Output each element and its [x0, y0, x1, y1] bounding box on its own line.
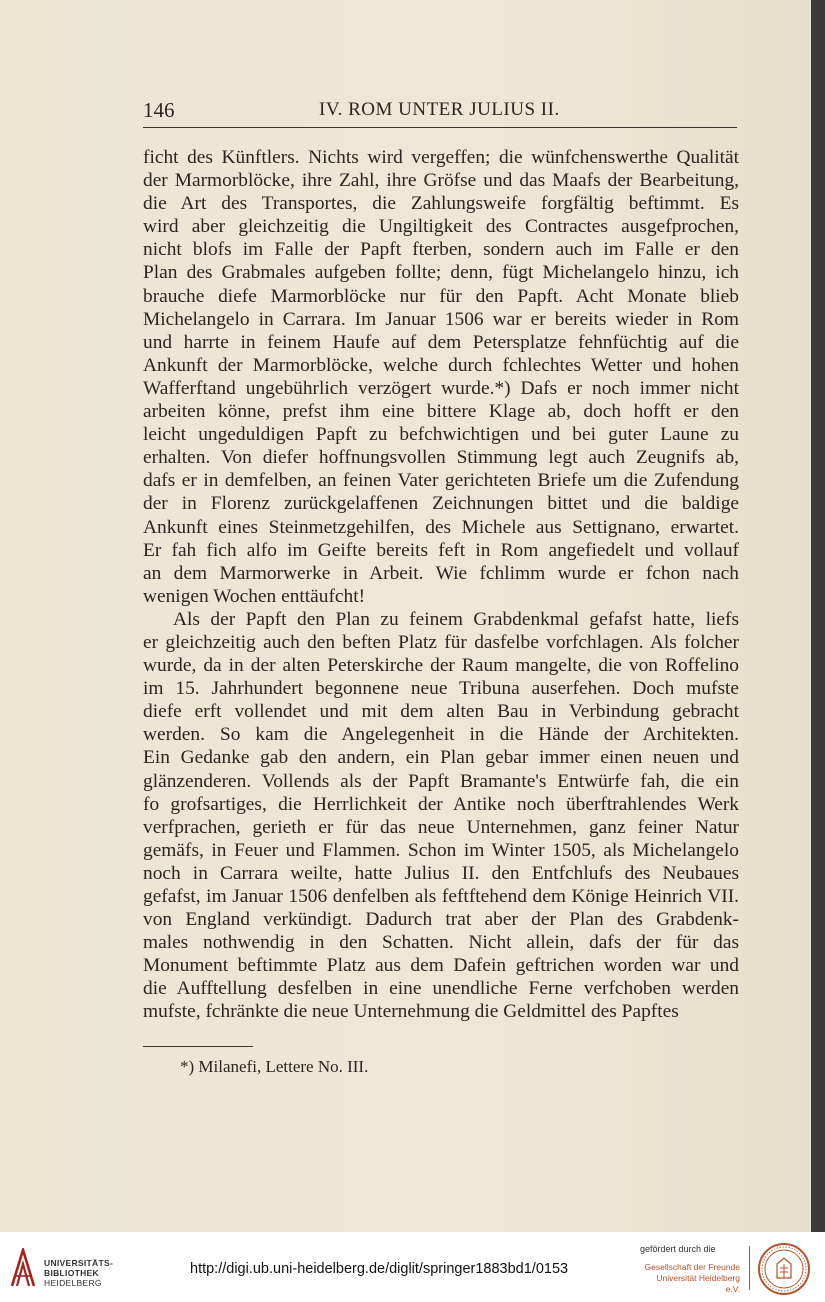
text-line: Als der Papft den Plan zu feinem Grabdenkmal gefafst hatte, liefs: [173, 608, 739, 630]
text-line: leicht ungeduldigen Papft zu befchwichtigen und bei guter Laune zu: [143, 424, 739, 446]
text-line: Monument beftimmte Platz aus dem Dafein geftrichen worden war und: [143, 955, 739, 977]
text-line: verfprachen, gerieth er für das neue Unternehmen, ganz feiner Natur: [143, 816, 739, 838]
text-line: Plan des Grabmales aufgeben follte; denn, fügt Michelangelo hinzu, ich: [143, 262, 739, 284]
library-name-line-1: UNIVERSITÄTS-: [44, 1258, 114, 1268]
text-line: arbeiten könne, prefst ihm eine bittere Klage ab, doch hofft er den: [143, 401, 739, 423]
text-line: wenigen Wochen enttäufcht!: [143, 585, 366, 607]
running-head: [143, 98, 737, 126]
text-line: noch in Carrara weilte, hatte Julius II. den Entfchlufs des Neubaues: [143, 862, 739, 884]
university-library-logo-icon[interactable]: [10, 1248, 36, 1288]
funded-by-label: gefördert durch die: [640, 1244, 716, 1254]
text-line: erhalten. Von diefer hoffnungsvollen Stimmung legt auch Zeugnifs ab,: [143, 447, 739, 469]
text-line: dafs er in demfelben, an feinen Vater gerichteten Briefe um die Zufendung: [143, 470, 739, 492]
library-name-line-3: HEIDELBERG: [44, 1278, 102, 1288]
text-line: Ein Gedanke gab den andern, ein Plan gebar immer einen neuen und: [143, 747, 739, 769]
text-line: die Aufftellung desfelben in eine unendliche Ferne verfchoben werden: [143, 978, 739, 1000]
text-line: von England verkündigt. Dadurch trat aber der Plan des Grabdenk-: [143, 909, 739, 931]
permalink-url[interactable]: http://digi.ub.uni-heidelberg.de/diglit/springer1883bd1/0153: [190, 1261, 569, 1277]
text-line: gefafst, im Januar 1506 denfelben als feftftehend dem Könige Heinrich VII.: [143, 886, 739, 907]
text-line: Wafferftand ungebührlich verzögert wurde.*) Dafs er noch immer nicht: [143, 377, 739, 399]
page-number: 146: [143, 98, 175, 122]
society-name-line-1: Gesellschaft der Freunde: [644, 1262, 740, 1272]
text-line: der in Florenz zurückgelaffenen Zeichnungen bittet und die baldige: [143, 493, 739, 515]
text-line: an dem Marmorwerke in Arbeit. Wie fchlimm wurde er fchon nach: [143, 562, 739, 584]
text-line: Ankunft eines Steinmetzgehilfen, des Michele aus Settignano, erwartet.: [143, 516, 739, 538]
text-line: der Marmorblöcke, ihre Zahl, ihre Gröfse und das Maafs der Bearbeitung,: [143, 170, 739, 192]
footnote-rule: [143, 1046, 253, 1047]
text-line: gemäfs, in Feuer und Flammen. Schon im Winter 1505, als Michelangelo: [143, 839, 739, 861]
text-line: Ankunft der Marmorblöcke, welche durch fchlechtes Wetter und hohen: [143, 354, 739, 376]
text-line: die Art des Transportes, die Zahlungsweife forgfältig beftimmt. Es: [143, 193, 739, 215]
university-library-name[interactable]: [44, 1258, 113, 1288]
viewer-footer: [0, 1232, 825, 1302]
body-text: [143, 146, 739, 1024]
text-line: diefe erft vollendet und mit dem alten Bau in Verbindung gebracht: [143, 701, 739, 723]
university-seal-icon[interactable]: [757, 1242, 811, 1296]
text-line: males nothwendig in den Schatten. Nicht allein, dafs der für das: [143, 932, 739, 954]
text-line: Michelangelo in Carrara. Im Januar 1506 war er bereits wieder in Rom: [143, 308, 739, 330]
text-line: Er fah fich alfo im Geifte bereits feft in Rom angefiedelt und vollauf: [143, 539, 739, 561]
footnote: *) Milanefi, Lettere No. III.: [180, 1057, 369, 1076]
text-line: und harrte in feinem Haufe auf dem Petersplatze fehnfüchtig auf die: [143, 331, 739, 353]
text-line: fo grofsartiges, die Herrlichkeit der Antike noch überftrahlendes Werk: [143, 793, 739, 815]
text-line: nicht blofs im Falle der Papft fterben, sondern auch im Falle er den: [143, 239, 739, 261]
text-line: im 15. Jahrhundert begonnene neue Tribuna auserfehen. Doch mufste: [143, 678, 739, 700]
text-line: ficht des Künftlers. Nichts wird vergeffen; die wünfchenswerthe Qualität: [143, 147, 739, 168]
text-line: er gleichzeitig auch den beften Platz für dasfelbe vorfchlagen. Als folcher: [143, 631, 739, 653]
text-line: wird aber gleichzeitig die Ungiltigkeit des Contractes ausgefprochen,: [143, 216, 739, 238]
footer-divider: [749, 1246, 750, 1290]
text-line: werden. So kam die Angelegenheit in die Hände der Architekten.: [143, 724, 739, 746]
society-name-line-2: Universität Heidelberg e.V.: [656, 1273, 740, 1294]
library-name-line-2: BIBLIOTHEK: [44, 1268, 99, 1278]
header-rule: [143, 127, 737, 128]
chapter-title: IV. ROM UNTER JULIUS II.: [319, 99, 560, 120]
society-name[interactable]: [642, 1262, 740, 1295]
text-line: brauche diefe Marmorblöcke nur für den Papft. Acht Monate blieb: [143, 285, 739, 307]
text-line: wurde, da in der alten Peterskirche der Raum mangelte, die von Roffelino: [143, 655, 739, 677]
text-line: glänzenderen. Vollends als der Papft Bramante's Entwürfe fah, die ein: [143, 770, 739, 792]
text-line: mufste, fchränkte die neue Unternehmung die Geldmittel des Papftes: [143, 1001, 679, 1023]
